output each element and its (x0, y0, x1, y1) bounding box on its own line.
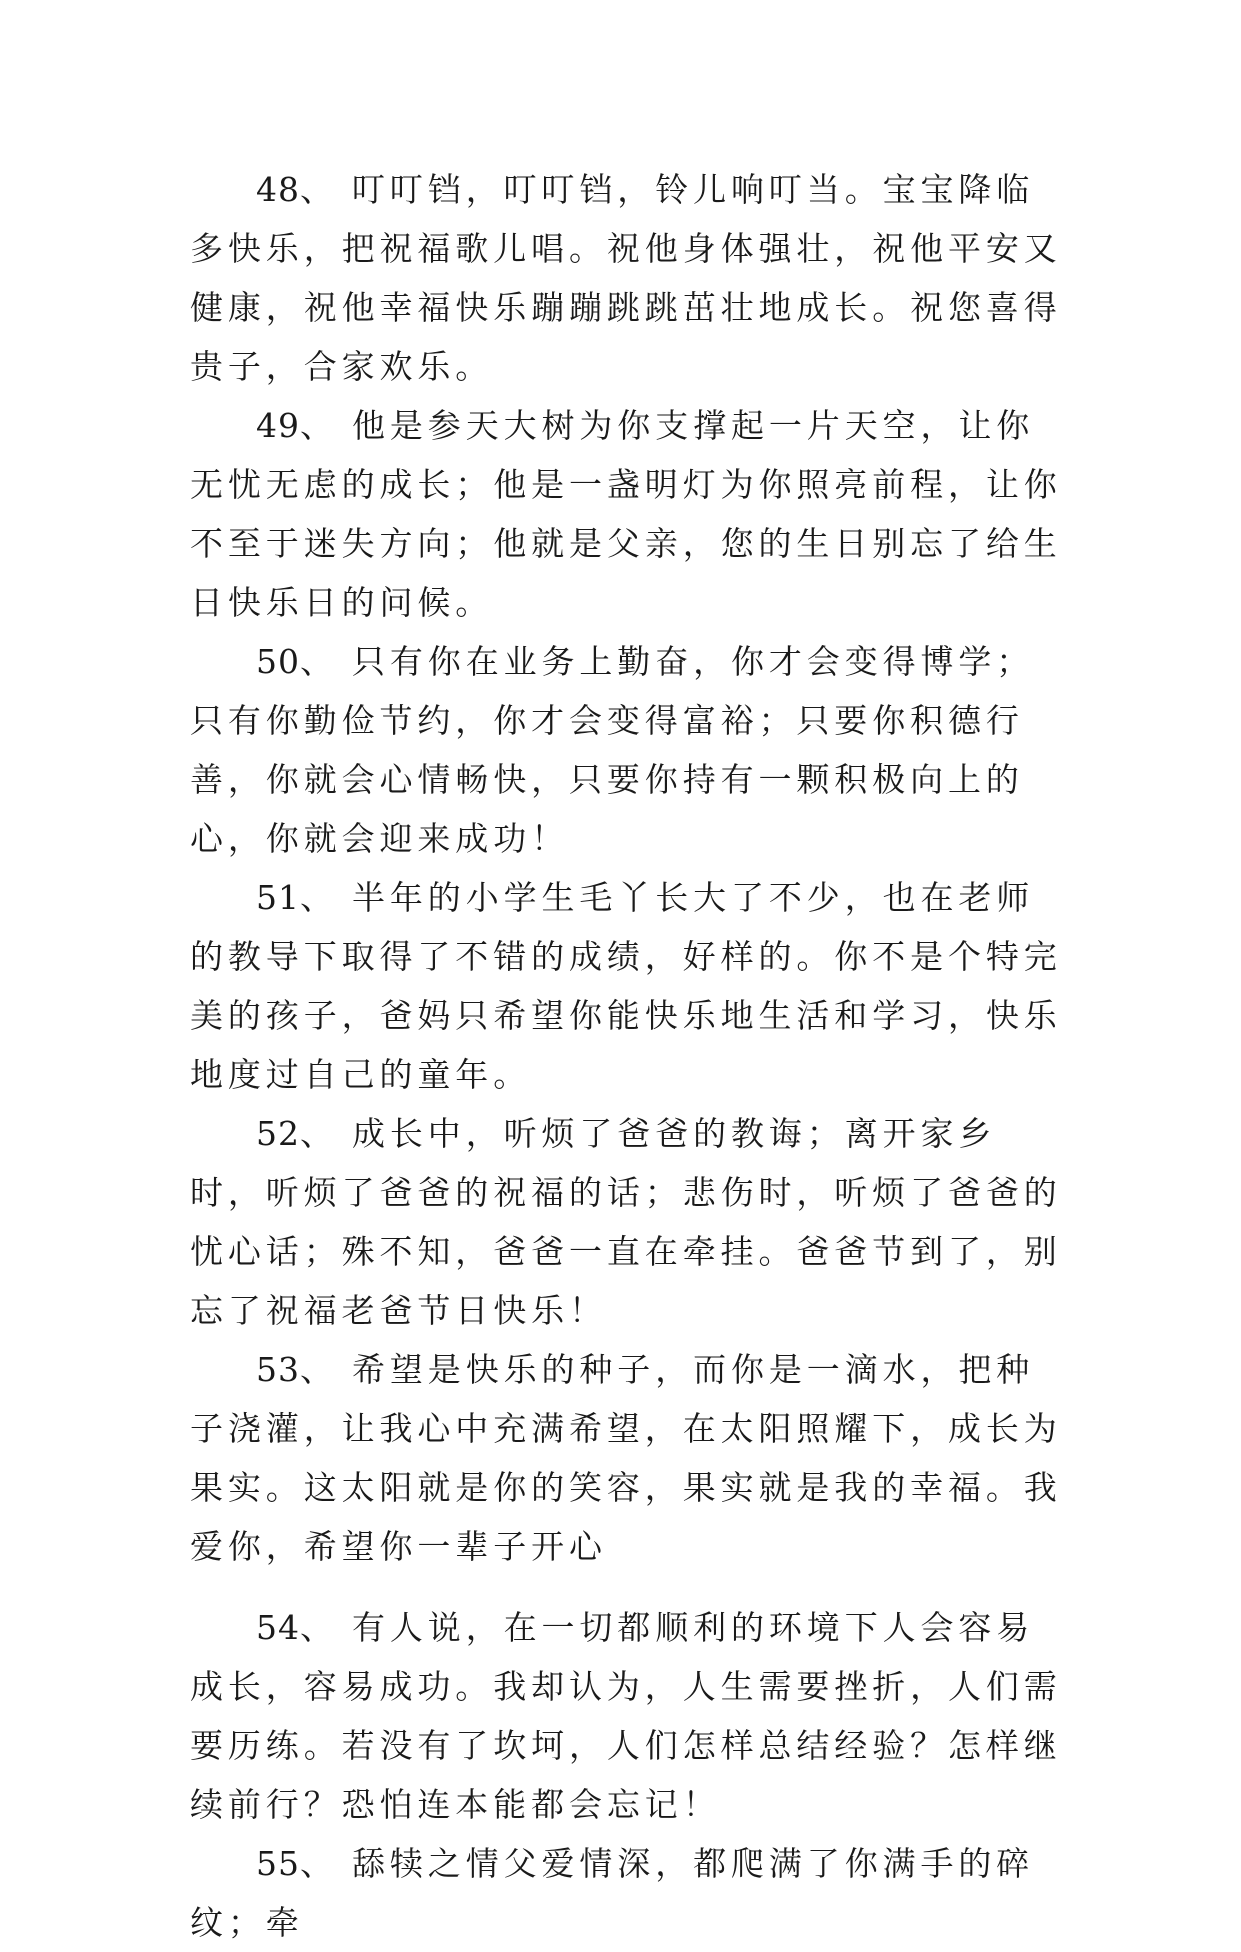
paragraph-50 (190, 632, 1070, 868)
paragraph-text: 希望是快乐的种子，而你是一滴水，把种子浇灌，让我心中充满希望，在太阳照耀下，成长为果实。这太阳就是你的笑容，果实就是我的幸福。我爱你，希望你一辈子开心 (190, 1350, 1062, 1566)
paragraph-number: 53、 (256, 1350, 334, 1389)
paragraph-text: 舔犊之情父爱情深，都爬满了你满手的碎纹；牵 (190, 1844, 1035, 1942)
paragraph-text: 成长中，听烦了爸爸的教诲；离开家乡时，听烦了爸爸的祝福的话；悲伤时，听烦了爸爸的忧心话；殊不知，爸爸一直在牵挂。爸爸节到了，别忘了祝福老爸节日快乐！ (190, 1114, 1062, 1330)
paragraph-number: 55、 (256, 1844, 334, 1883)
paragraph-54 (190, 1598, 1070, 1834)
paragraph-48 (190, 160, 1070, 396)
paragraph-number: 48、 (256, 170, 334, 209)
paragraph-text: 叮叮铛，叮叮铛，铃儿响叮当。宝宝降临多快乐，把祝福歌儿唱。祝他身体强壮，祝他平安又健康，祝他幸福快乐蹦蹦跳跳茁壮地成长。祝您喜得贵子，合家欢乐。 (190, 170, 1062, 386)
paragraph-55 (190, 1834, 1070, 1952)
paragraph-53 (190, 1340, 1070, 1576)
document-body (190, 160, 1070, 1952)
paragraph-52 (190, 1104, 1070, 1340)
paragraph-text: 半年的小学生毛丫长大了不少，也在老师的教导下取得了不错的成绩，好样的。你不是个特完美的孩子，爸妈只希望你能快乐地生活和学习，快乐地度过自己的童年。 (190, 878, 1062, 1094)
paragraph-number: 52、 (256, 1114, 334, 1153)
paragraph-number: 51、 (256, 878, 334, 917)
paragraph-51 (190, 868, 1070, 1104)
paragraph-text: 有人说，在一切都顺利的环境下人会容易成长，容易成功。我却认为，人生需要挫折，人们需要历练。若没有了坎坷，人们怎样总结经验？怎样继续前行？恐怕连本能都会忘记！ (190, 1608, 1062, 1824)
paragraph-text: 他是参天大树为你支撑起一片天空，让你无忧无虑的成长；他是一盏明灯为你照亮前程，让你不至于迷失方向；他就是父亲，您的生日别忘了给生日快乐日的问候。 (190, 406, 1062, 622)
paragraph-number: 49、 (256, 406, 334, 445)
paragraph-spacer (190, 1576, 1070, 1598)
paragraph-number: 50、 (256, 642, 334, 681)
paragraph-text: 只有你在业务上勤奋，你才会变得博学；只有你勤俭节约，你才会变得富裕；只要你积德行善，你就会心情畅快，只要你持有一颗积极向上的心，你就会迎来成功！ (190, 642, 1035, 858)
paragraph-49 (190, 396, 1070, 632)
paragraph-number: 54、 (256, 1608, 334, 1647)
